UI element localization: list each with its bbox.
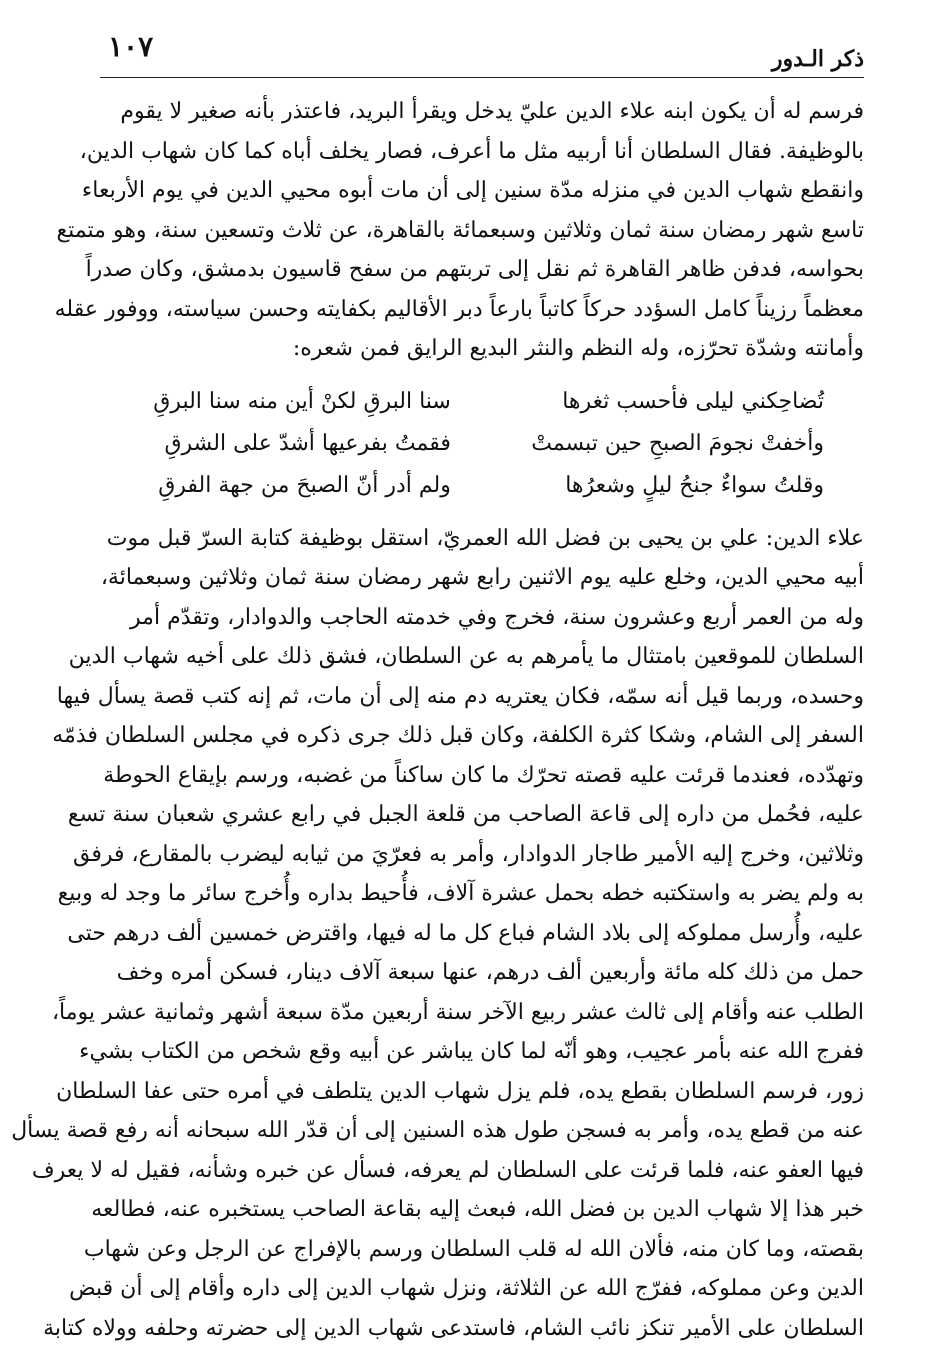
header-rule bbox=[100, 77, 864, 78]
text-line: بحواسه، فدفن ظاهر القاهرة ثم نقل إلى تربتهم من سفح قاسيون بدمشق، وكان صدراً bbox=[85, 257, 864, 282]
text-line: علاء الدين: علي بن يحيى بن فضل الله العمريّ، استقل بوظيفة كتابة السرّ قبل موت bbox=[106, 525, 864, 551]
text-line: عنه من قطع يده، وأمر به فسجن طول هذه السنين إلى أن قدّر الله سبحانه أنه رفع قصة يسأل bbox=[11, 1118, 864, 1143]
text-line: وتهدّده، فعندما قرئت عليه قصته تحرّك ما كان ساكناً من غضبه، ورسم بإيقاع الحوطة bbox=[103, 762, 864, 788]
text-line: الطلب عنه وأقام إلى ثالث عشر ربيع الآخر سنة أربعين مدّة سبعة أشهر وثمانية عشر يوماً، bbox=[51, 999, 864, 1025]
running-title: ذكر الـدور bbox=[771, 46, 864, 72]
text-line: فيها العفو عنه، فلما قرئت على السلطان لم يعرفه، فسأل عن خبره وشأنه، فقيل له لا يعرف bbox=[31, 1157, 864, 1183]
text-line: أبيه محيي الدين، وخلع عليه يوم الاثنين رابع شهر رمضان سنة ثمان وثلاثين وسبعمائة، bbox=[100, 565, 864, 590]
text-line: السلطان على الأمير تنكز نائب الشام، فاستدعى شهاب الدين إلى حضرته وحلفه وولاه كتابة bbox=[43, 1315, 864, 1341]
verse bbox=[120, 465, 824, 507]
text-line: الدين وعن مملوكه، ففرّج الله عن الثلاثة، ونزل شهاب الدين إلى داره وأقام إلى أن قبض bbox=[69, 1276, 864, 1301]
text-line: زور، فرسم السلطان بقطع يده، فلم يزل شهاب الدين يتلطف في أمره حتى عفا السلطان bbox=[56, 1078, 864, 1104]
text-line: حمل من ذلك كله مائة وأربعين ألف درهم، عنها سبعة آلاف دينار، فسكن أمره وخف bbox=[116, 960, 864, 985]
page-number: ١٠٧ bbox=[108, 30, 154, 63]
hemistich-first: وأخفتْ نجومَ الصبحِ حين تبسمتْ bbox=[531, 430, 824, 456]
hemistich-first: وقلتُ سواءٌ جنحُ ليلٍ وشعرُها bbox=[565, 472, 824, 498]
paragraph-alaa-al-din bbox=[11, 519, 864, 1349]
text-line: وثلاثين، وخرج إليه الأمير طاجار الدوادار، وأمر به فعرّيَ من ثيابه ليضرب بالمقارع، فرفق bbox=[72, 841, 864, 867]
text-line: ففرج الله عنه بأمر عجيب، وهو أنّه لما كان يباشر عن أبيه وقع شخص من الكتاب بشيء bbox=[79, 1039, 864, 1064]
hemistich-second: فقمتُ بفرعيها أشدّ على الشرقِ bbox=[164, 430, 451, 456]
hemistich-second: ولم أدر أنّ الصبحَ من جهة الفرقِ bbox=[158, 472, 451, 498]
text-line: فرسم له أن يكون ابنه علاء الدين عليّ يدخل ويقرأ البريد، فاعتذر بأنه صغير لا يقوم bbox=[120, 99, 864, 124]
hemistich-first: تُضاحِكني ليلى فأحسب ثغرها bbox=[562, 388, 824, 414]
text-line: عليه، فحُمل من داره إلى قاعة الصاحب من قلعة الجبل في رابع عشري شعبان سنة تسع bbox=[67, 802, 864, 827]
text-line: عليه، وأُرسل مملوكه إلى بلاد الشام فباع كل ما له فيها، واقترض خمسين ألف درهم حتى bbox=[67, 920, 864, 946]
poem bbox=[120, 381, 824, 507]
paragraph-intro bbox=[54, 92, 864, 369]
text-line: تاسع شهر رمضان سنة ثمان وثلاثين وسبعمائة بالقاهرة، عن ثلاث وتسعين سنة، وهو متمتع bbox=[56, 217, 864, 243]
hemistich-second: سنا البرقِ لكنْ أين منه سنا البرقِ bbox=[153, 388, 451, 414]
text-line: بالوظيفة. فقال السلطان أنا أربيه مثل ما أعرف، فصار يخلف أباه كما كان شهاب الدين، bbox=[79, 138, 864, 164]
text-line: وله من العمر أربع وعشرون سنة، فخرج وفي خدمته الحاجب والدوادار، وتقدّم أمر bbox=[130, 604, 864, 630]
text-line: بقصته، وما كان منه، فألان الله له قلب السلطان ورسم بالإفراج عن الرجل وعن شهاب bbox=[83, 1236, 864, 1262]
page-header bbox=[100, 28, 864, 78]
text-line: السفر إلى الشام، وشكا كثرة الكلفة، وكان قبل ذلك جرى ذكره في مجلس السلطان فذمّه bbox=[52, 723, 864, 748]
verse bbox=[120, 381, 824, 423]
text-line: وحسده، وربما قيل أنه سمّه، فكان يعتريه دم منه إلى أن مات، ثم إنه كتب قصة يسأل فيها bbox=[56, 683, 864, 709]
verse bbox=[120, 423, 824, 465]
text-line: السلطان للموقعين بامتثال ما يأمرهم به عن السلطان، فشق ذلك على أخيه شهاب الدين bbox=[68, 644, 864, 669]
text-line: به ولم يضر به واستكتبه خطه بحمل عشرة آلاف، فأُحيط بداره وأُخرج سائر ما وجد له وبيع bbox=[57, 881, 864, 906]
text-line: وأمانته وشدّة تحرّزه، وله النظم والنثر البديع الرايق فمن شعره: bbox=[292, 336, 864, 361]
text-line: معظماً رزيناً كامل السؤدد حركاً كاتباً بارعاً دبر الأقاليم بكفايته وحسن سياسته، ووفور عقله bbox=[54, 296, 864, 322]
page-body bbox=[11, 92, 864, 1348]
text-line: خبر هذا إلا شهاب الدين بن فضل الله، فبعث إليه بقاعة الصاحب يستخبره عنه، فطالعه bbox=[91, 1197, 864, 1222]
text-line: وانقطع شهاب الدين في منزله مدّة سنين إلى أن مات أبوه محيي الدين في يوم الأربعاء bbox=[81, 178, 864, 203]
